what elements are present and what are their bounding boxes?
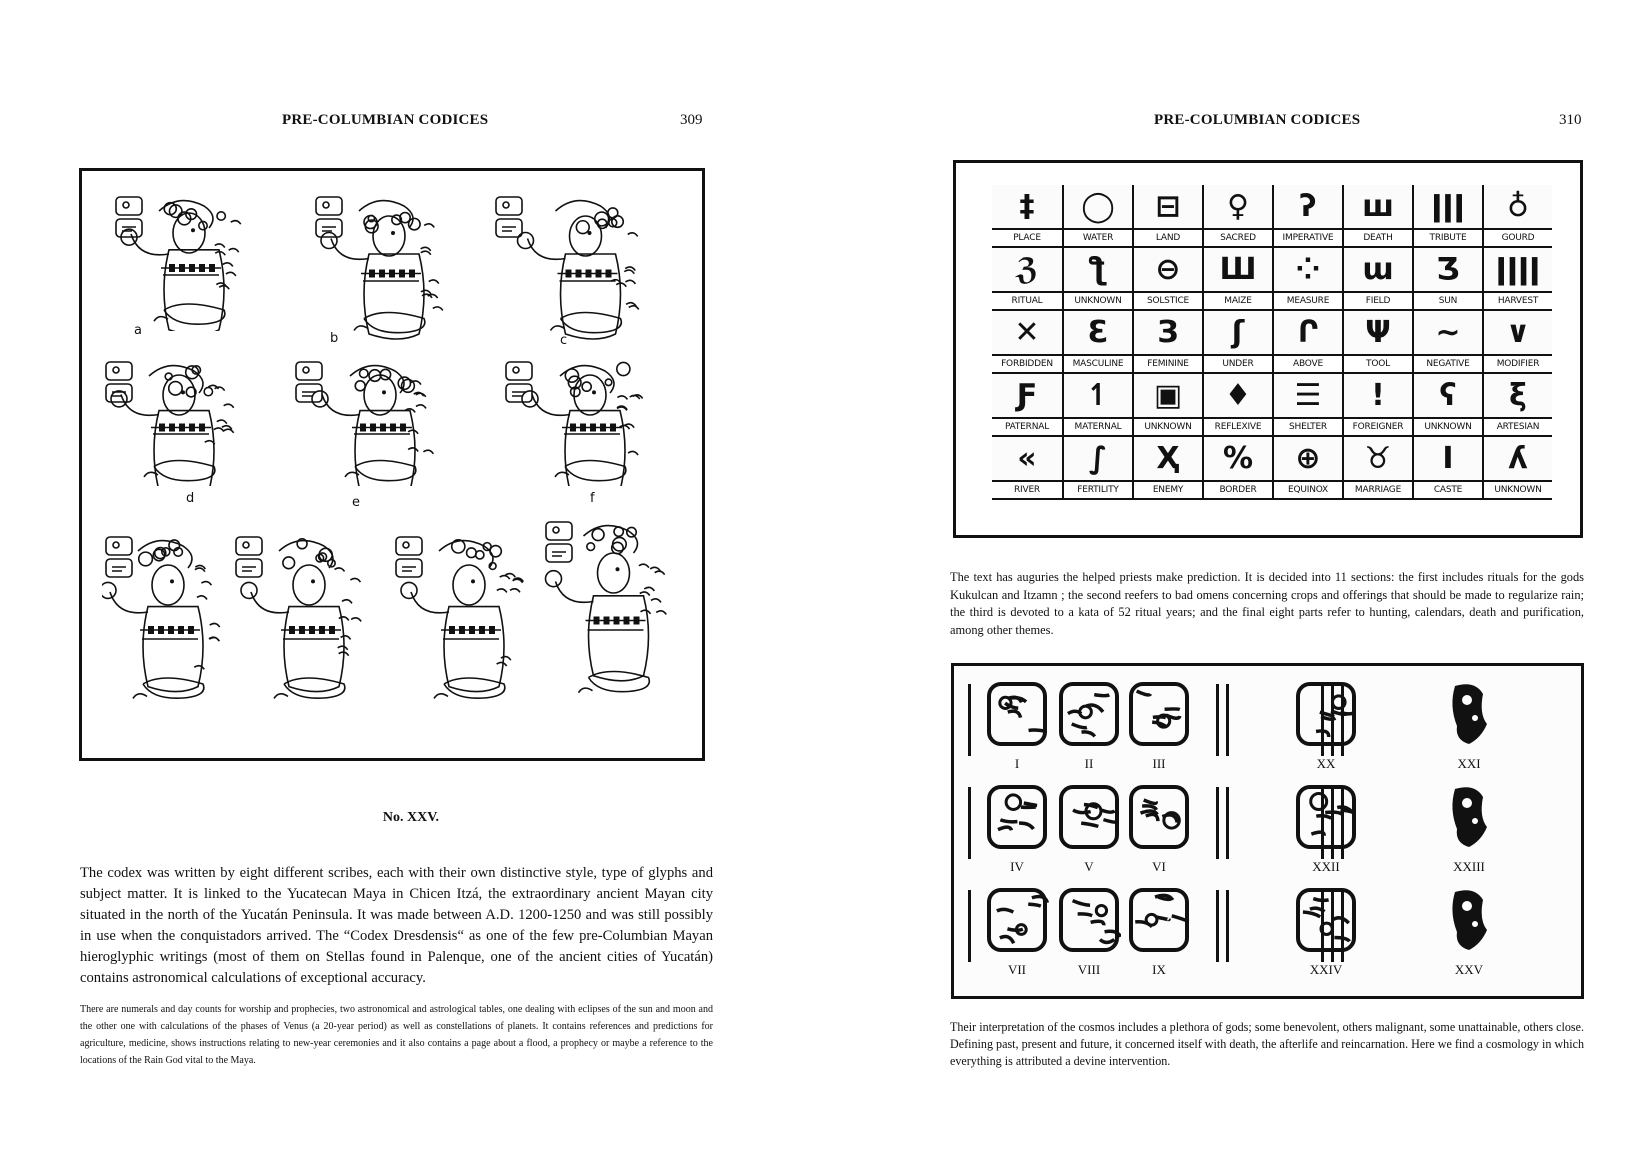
codex-figure-drawing [102,531,222,711]
numeral-bar-divider [1226,890,1229,962]
numeral-glyphs-figure [951,663,1584,999]
glyph-cell [1132,248,1202,311]
glyph-cell [1272,437,1342,500]
glyph-cell [992,437,1062,500]
glyph-cell [1132,437,1202,500]
glyph-cell [1412,185,1482,248]
glyph-cell [1482,374,1552,437]
glyph-cell [1132,311,1202,374]
numeral-bar-divider [1216,890,1219,962]
numeral-bar-divider [968,890,971,962]
glyph-cell [1482,185,1552,248]
glyph-label: FEMININE [1134,354,1202,374]
glyph-cell [1482,437,1552,500]
glyph-label: SACRED [1204,228,1272,248]
running-head-right: PRE-COLUMBIAN CODICES [1154,112,1361,128]
numeral-glyph-item [1124,680,1194,772]
numeral-bar-divider [968,787,971,859]
glyph-cell [1412,311,1482,374]
maya-glyph-icon: ♁ [1484,185,1552,228]
maya-numeral-glyph-icon [1294,680,1358,748]
maya-glyph-icon: ш [1344,185,1412,228]
glyph-label: WATER [1064,228,1132,248]
glyph-cell [1342,437,1412,500]
glyph-cell [1342,185,1412,248]
glyph-cell [1062,185,1132,248]
maya-glyph-icon: ʕ [1414,374,1482,417]
glyph-cell [1202,185,1272,248]
glyph-cell [992,248,1062,311]
maya-glyph-icon: ⊕ [1274,437,1342,480]
glyph-cell [1482,311,1552,374]
glyph-grid [992,185,1552,500]
running-head-left: PRE-COLUMBIAN CODICES [282,112,489,128]
page-number-right: 310 [1559,112,1582,128]
glyph-label: MASCULINE [1064,354,1132,374]
body-paragraph-footnote: There are numerals and day counts for worship and prophecies, two astronomical and astrological tables, one dealing with eclipses of the sun and moon and the other one with calculations of the phases of Venus (a 20-year period) as well as constellations of planets. It contains references and predictions for agriculture, medicine, shows instructions relating to new-year ceremonies and it also contains a page about a flood, a prophecy or maybe a reference to the locations of the Rain God vital to the Maya. [80,1004,713,1066]
maya-glyph-icon: ♉ [1344,437,1412,480]
glyph-cell [992,311,1062,374]
glyph-label: PATERNAL [992,417,1062,437]
glyph-cell [1272,248,1342,311]
glyph-label: RITUAL [992,291,1062,311]
glyph-label: UNDER [1204,354,1272,374]
glyph-cell [1342,311,1412,374]
numeral-label: I [1014,756,1020,771]
numeral-label: XX [1316,756,1336,771]
glyph-cell [1272,374,1342,437]
numeral-label: VII [1007,962,1027,977]
numeral-glyph-item [982,886,1052,978]
maya-glyph-icon: ♦ [1204,374,1272,417]
maya-glyph-icon: ∼ [1414,311,1482,354]
maya-glyph-icon: ǃ [1344,374,1412,417]
maya-glyph-icon: ʔ [1274,185,1342,228]
figure-caption: No. XXV. [382,810,440,825]
glyph-label: SUN [1414,291,1482,311]
maya-numeral-glyph-icon [1127,680,1191,748]
maya-glyph-icon: ◯ [1064,185,1132,228]
glyph-cell [1482,248,1552,311]
numeral-glyph-item [1434,783,1504,875]
maya-glyph-icon: % [1204,437,1272,480]
glyph-label: UNKNOWN [1414,417,1482,437]
glyph-cell [1062,311,1132,374]
codex-figure-drawing [502,356,662,486]
numeral-label: V [1084,859,1094,874]
maya-numeral-glyph-icon [985,886,1049,954]
codex-figure-drawing [102,356,242,486]
numeral-label: XXI [1457,756,1481,771]
maya-numeral-glyph-icon [1057,783,1121,851]
glyph-label: LAND [1134,228,1202,248]
body-paragraph-main: The codex was written by eight different scribes, each with their own distinctive style, type of glyphs and subject matter. It is linked to the Yucatecan Maya in Chicen Itzá, the extraordinary ancient Mayan city situated in the north of the Yucatán Peninsula. It was made between A.D. 1200-1250 and was still possibly in use when the conquistadors arrived. The “Codex Dresdensis“ as one of the few pre-Columbian Mayan hieroglyphic writings (most of them on Stellas found in Palenque, one of the ancient cities of Yucatán) contains astronomical calculations of exceptional accuracy. [80,865,713,986]
numeral-glyph-item [982,783,1052,875]
numeral-glyph-item [1291,680,1361,772]
glyph-cell [1342,248,1412,311]
glyph-label: IMPERATIVE [1274,228,1342,248]
glyph-label: NEGATIVE [1414,354,1482,374]
glyph-label: ENEMY [1134,480,1202,500]
maya-glyph-icon: I [1414,437,1482,480]
numeral-label: IV [1010,859,1024,874]
numeral-label: IX [1152,962,1166,977]
maya-glyph-icon: ↿ [1064,374,1132,417]
glyph-label: MATERNAL [1064,417,1132,437]
maya-glyph-icon: ✕ [992,311,1062,354]
glyph-label: FORBIDDEN [992,354,1062,374]
figure-panel-letter: e [352,495,360,510]
glyph-cell [1202,374,1272,437]
glyph-cell [1202,437,1272,500]
numeral-glyph-item [982,680,1052,772]
numeral-glyph-item [1434,886,1504,978]
maya-glyph-icon: ⁘ [1274,248,1342,291]
maya-glyph-icon: Ɛ [1064,311,1132,354]
numeral-bar-divider [1216,787,1219,859]
glyph-label: MAIZE [1204,291,1272,311]
numeral-label: XXII [1312,859,1340,874]
numeral-glyph-item [1054,783,1124,875]
numeral-label: XXIII [1453,859,1485,874]
maya-glyph-icon: ǀǀǀǀ [1484,248,1552,291]
glyph-label: MARRIAGE [1344,480,1412,500]
glyph-cell [992,374,1062,437]
maya-numeral-glyph-icon [1127,886,1191,954]
numeral-glyph-item [1291,886,1361,978]
numeral-label: VI [1152,859,1166,874]
glyph-cell [1412,374,1482,437]
figure-panel-letter: a [134,323,142,338]
maya-glyph-icon: ℨ [992,248,1062,291]
glyph-label: REFLEXIVE [1204,417,1272,437]
numeral-glyph-item [1291,783,1361,875]
maya-glyph-icon: Ƒ [992,374,1062,417]
figure-panel-letter: d [186,491,195,506]
figure-panel-letter: b [330,331,339,346]
glyph-label: SOLSTICE [1134,291,1202,311]
glyph-label: UNKNOWN [1064,291,1132,311]
glyph-label: FIELD [1344,291,1412,311]
glyph-label: SHELTER [1274,417,1342,437]
maya-numeral-glyph-icon [1437,680,1501,748]
glyph-cell [1202,311,1272,374]
glyph-label: MEASURE [1274,291,1342,311]
right-page [826,0,1652,1170]
numeral-glyph-item [1434,680,1504,772]
glyph-label: MODIFIER [1484,354,1552,374]
numeral-bar-divider [1216,684,1219,756]
codex-figure-drawing [292,356,452,486]
maya-glyph-icon: Ʒ [1414,248,1482,291]
maya-glyph-icon: ∫ [1064,437,1132,480]
maya-numeral-glyph-icon [985,783,1049,851]
maya-glyph-icon: Ψ [1344,311,1412,354]
page-number-left: 309 [680,112,703,128]
glyph-label: EQUINOX [1274,480,1342,500]
maya-glyph-icon: ʃ [1204,311,1272,354]
glyph-cell [1062,437,1132,500]
glyph-cell [992,185,1062,248]
numeral-label: III [1152,756,1166,771]
glyph-label: HARVEST [1484,291,1552,311]
glyph-label: TRIBUTE [1414,228,1482,248]
codex-figure-drawing [392,531,532,711]
numeral-label: XXV [1454,962,1484,977]
codex-figure-drawing [112,191,252,331]
maya-glyph-icon: Ր [1274,311,1342,354]
glyph-label: GOURD [1484,228,1552,248]
glyph-meaning-table [953,160,1583,538]
numeral-bar-divider [968,684,971,756]
glyph-label: PLACE [992,228,1062,248]
numeral-label: II [1084,756,1094,771]
glyph-cell [1342,374,1412,437]
maya-glyph-icon: ⊖ [1134,248,1202,291]
glyph-label: ABOVE [1274,354,1342,374]
numeral-bar-divider [1226,787,1229,859]
glyph-label: CASTE [1414,480,1482,500]
numeral-label: XXIV [1309,962,1343,977]
body-paragraph-auguries: The text has auguries the helped priests make prediction. It is decided into 11 sections: the first includes rituals for the gods Kukulcan and Itzamn ; the second reefers to bad omens concerning crops and offerings that should be made to regularize rain; the third is devoted to a kata of 52 ritual years; and the final eight parts refer to hunting, calendars, death and purification, among other themes. [950,570,1584,637]
maya-numeral-glyph-icon [1437,886,1501,954]
figure-panel-letter: c [560,333,568,348]
maya-glyph-icon: « [992,437,1062,480]
maya-glyph-icon: ƪ [1064,248,1132,291]
numeral-label: VIII [1077,962,1101,977]
maya-glyph-icon: ɯ [1344,248,1412,291]
glyph-cell [1272,185,1342,248]
maya-numeral-glyph-icon [1437,783,1501,851]
glyph-cell [1062,248,1132,311]
numeral-bar-divider [1226,684,1229,756]
maya-glyph-icon: ⊟ [1134,185,1202,228]
maya-glyph-icon: Ш [1204,248,1272,291]
glyph-cell [1132,185,1202,248]
numeral-glyph-item [1124,783,1194,875]
codex-figure-drawing [542,516,672,706]
maya-numeral-glyph-icon [1294,886,1358,954]
numeral-glyph-item [1124,886,1194,978]
glyph-cell [1202,248,1272,311]
glyph-label: TOOL [1344,354,1412,374]
codex-figures-panel [79,168,705,761]
glyph-label: UNKNOWN [1484,480,1552,500]
maya-numeral-glyph-icon [1127,783,1191,851]
glyph-cell [1132,374,1202,437]
codex-figure-drawing [232,531,372,711]
numeral-glyph-item [1054,680,1124,772]
body-paragraph-cosmos: Their interpretation of the cosmos includes a plethora of gods; some benevolent, others malignant, some unattainable, others close. Defining past, present and future, it concerned itself with death, the afterlife and reincarnation. Here we find a cosmology in which everything is attributed a devine intervention. [950,1020,1584,1068]
maya-numeral-glyph-icon [1057,886,1121,954]
glyph-label: FERTILITY [1064,480,1132,500]
codex-figure-drawing [492,191,662,341]
glyph-label: RIVER [992,480,1062,500]
maya-glyph-icon: З [1134,311,1202,354]
maya-numeral-glyph-icon [1294,783,1358,851]
numeral-glyph-item [1054,886,1124,978]
glyph-label: FOREIGNER [1344,417,1412,437]
glyph-label: UNKNOWN [1134,417,1202,437]
glyph-label: DEATH [1344,228,1412,248]
codex-figure-drawing [312,191,452,341]
glyph-label: BORDER [1204,480,1272,500]
maya-glyph-icon: ʎ [1484,437,1552,480]
maya-glyph-icon: ‡ [992,185,1062,228]
maya-glyph-icon: ☰ [1274,374,1342,417]
maya-numeral-glyph-icon [985,680,1049,748]
maya-glyph-icon: ǀǀǀ [1414,185,1482,228]
maya-glyph-icon: Ҳ [1134,437,1202,480]
glyph-cell [1412,437,1482,500]
figure-panel-letter: f [590,491,595,506]
glyph-cell [1062,374,1132,437]
maya-glyph-icon: ∨ [1484,311,1552,354]
maya-glyph-icon: ♀ [1204,185,1272,228]
glyph-cell [1272,311,1342,374]
maya-glyph-icon: ξ [1484,374,1552,417]
glyph-label: ARTESIAN [1484,417,1552,437]
maya-glyph-icon: ▣ [1134,374,1202,417]
maya-numeral-glyph-icon [1057,680,1121,748]
glyph-cell [1412,248,1482,311]
